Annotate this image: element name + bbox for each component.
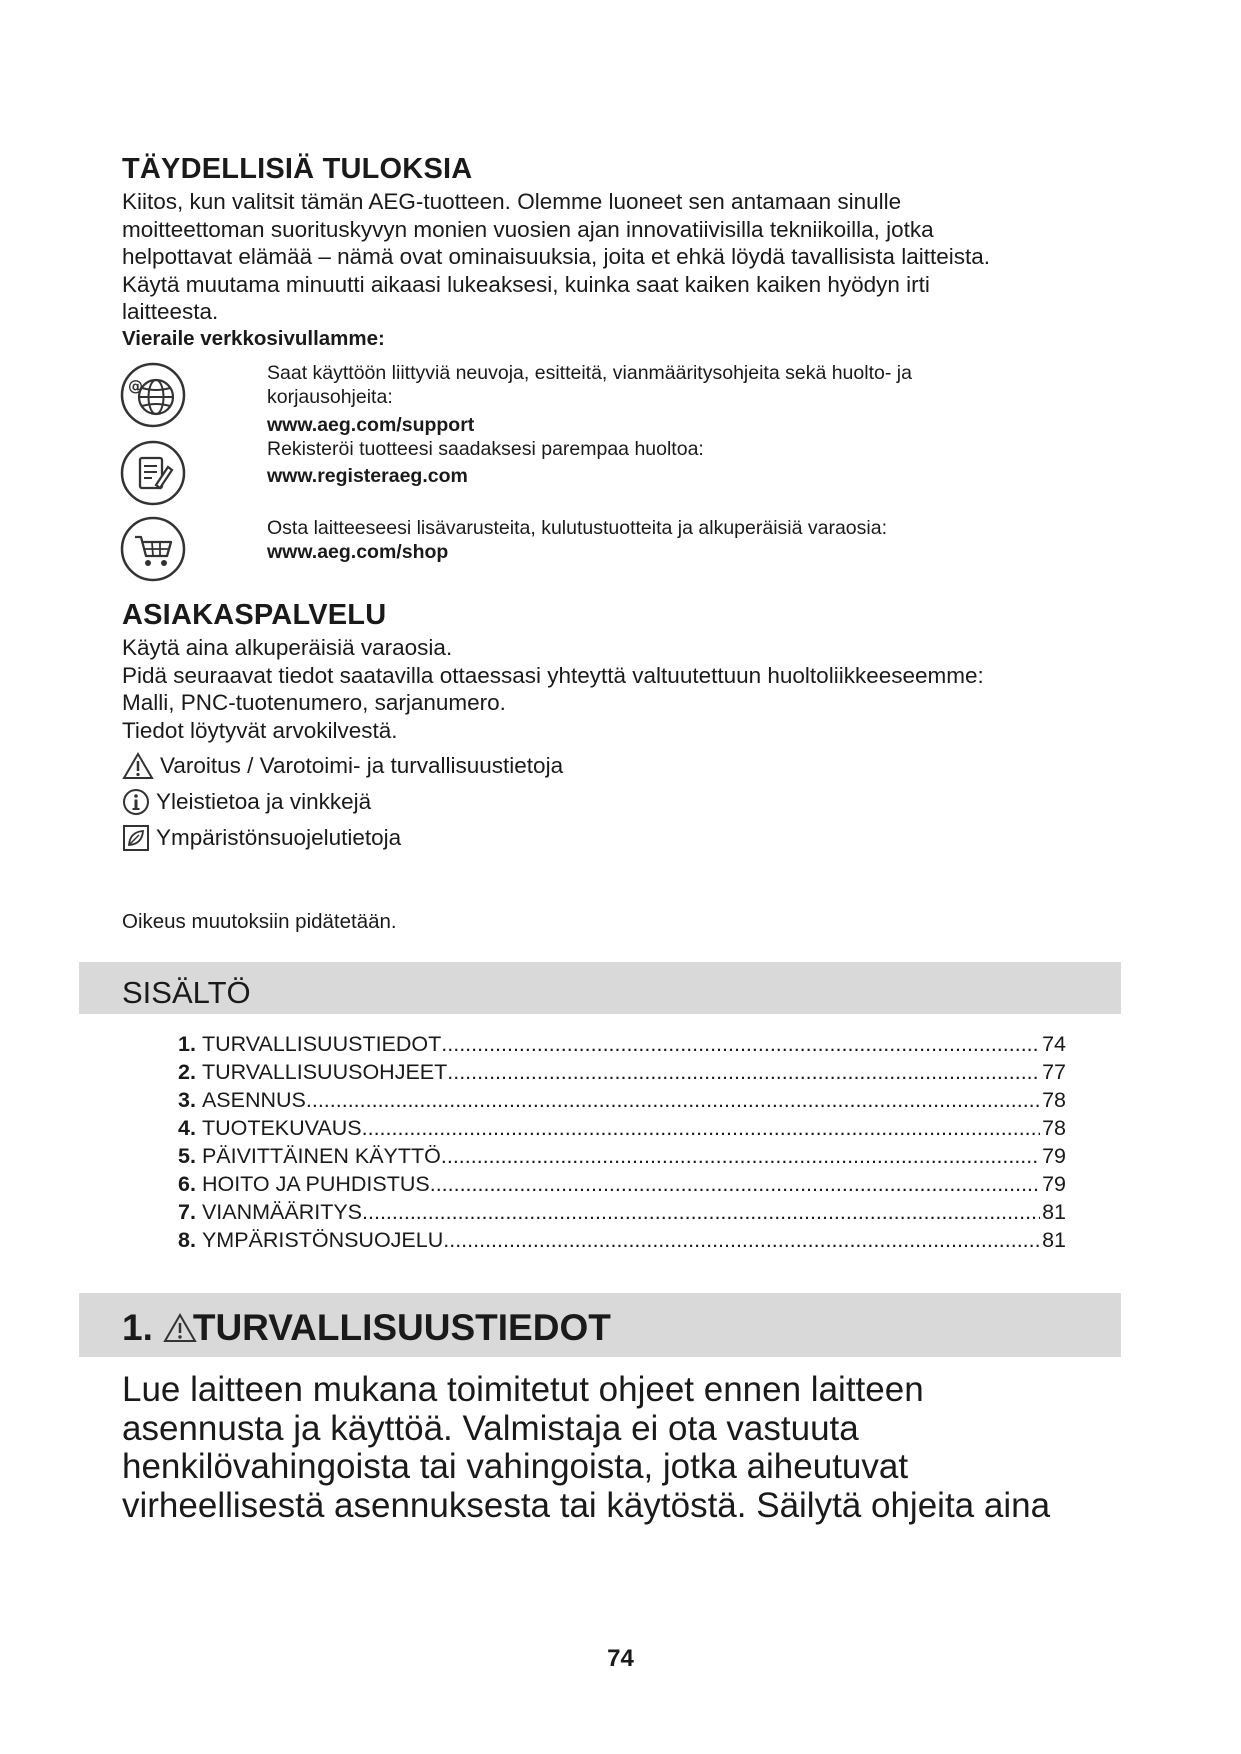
- toc-leader: [447, 1058, 1040, 1086]
- toc-item[interactable]: [178, 1030, 1066, 1058]
- toc-page: 81: [1042, 1200, 1066, 1224]
- toc-title: SISÄLTÖ: [122, 975, 251, 1010]
- safety-line: asennusta ja käyttöä. Valmistaja ei ota vastuuta: [122, 1408, 859, 1448]
- cart-icon: [120, 516, 186, 582]
- svg-text:@: @: [128, 377, 143, 395]
- toc-title-text: ASENNUS: [201, 1088, 306, 1112]
- toc-header-band: [79, 962, 1121, 1014]
- toc-leader: [443, 1226, 1040, 1254]
- visit-label: Vieraile verkkosivullamme:: [122, 327, 385, 350]
- register-link[interactable]: www.registeraeg.com: [267, 465, 468, 487]
- toc-page: 74: [1042, 1032, 1066, 1056]
- toc-num: 5.: [178, 1144, 196, 1168]
- web-text: Rekisteröi tuotteesi saadaksesi parempaa huoltoa:: [267, 438, 704, 460]
- toc-page: 79: [1042, 1172, 1066, 1196]
- toc-page: 78: [1042, 1116, 1066, 1140]
- safety-title: TURVALLISUUSTIEDOT: [192, 1307, 611, 1348]
- intro-line: Kiitos, kun valitsit tämän AEG-tuotteen. Olemme luoneet sen antamaan sinulle: [122, 189, 902, 214]
- toc-num: 8.: [178, 1228, 196, 1252]
- legend-warning: [122, 752, 563, 780]
- toc-page: 81: [1042, 1228, 1066, 1252]
- toc-title-text: TUOTEKUVAUS: [201, 1116, 362, 1140]
- toc-num: 3.: [178, 1088, 196, 1112]
- safety-line: henkilövahingoista tai vahingoista, jotka aiheutuvat: [122, 1447, 909, 1486]
- toc-page: 79: [1042, 1144, 1066, 1168]
- safety-line: virheellisestä asennuksesta tai käytöstä. Säilytä ohjeita aina: [122, 1485, 1051, 1525]
- safety-line: Lue laitteen mukana toimitetut ohjeet ennen laitteen: [122, 1370, 924, 1409]
- toc-num: 1.: [178, 1032, 196, 1056]
- toc-leader: [362, 1114, 1040, 1142]
- toc-leader: [441, 1030, 1040, 1058]
- toc-title-text: TURVALLISUUSTIEDOT: [201, 1032, 442, 1056]
- intro-line: moitteettoman suorituskyvyn monien vuosien ajan innovatiivisilla tekniikoilla, jotka: [122, 216, 934, 242]
- toc-item[interactable]: [178, 1226, 1066, 1254]
- service-line: Pidä seuraavat tiedot saatavilla ottaessasi yhteyttä valtuutettuun huoltoliikkeeseemme:: [122, 662, 984, 688]
- service-paragraph: [122, 634, 984, 744]
- legend-text: Yleistietoa ja vinkkejä: [156, 789, 372, 814]
- toc-title-text: YMPÄRISTÖNSUOJELU: [201, 1228, 444, 1252]
- toc-num: 7.: [178, 1200, 196, 1224]
- intro-paragraph: [122, 188, 990, 326]
- toc-title-text: PÄIVITTÄINEN KÄYTTÖ: [201, 1144, 441, 1168]
- toc-item[interactable]: [178, 1170, 1066, 1198]
- toc-item[interactable]: [178, 1086, 1066, 1114]
- shop-link[interactable]: www.aeg.com/shop: [267, 541, 449, 563]
- safety-number: 1.: [122, 1307, 153, 1348]
- intro-line: helpottavat elämää – nämä ovat ominaisuuksia, joita et ehkä löydä tavallisista laitteista.: [122, 244, 990, 269]
- safety-header-band: [79, 1293, 1121, 1357]
- toc-item[interactable]: [178, 1058, 1066, 1086]
- page-number: 74: [607, 1645, 634, 1672]
- web-text: Osta laitteeseesi lisävarusteita, kulutustuotteita ja alkuperäisiä varaosia:: [267, 517, 887, 539]
- toc-num: 6.: [178, 1172, 196, 1196]
- service-line: Malli, PNC-tuotenumero, sarjanumero.: [122, 690, 506, 715]
- service-line: Käytä aina alkuperäisiä varaosia.: [122, 635, 453, 660]
- warning-icon: [122, 752, 154, 780]
- info-icon: [122, 788, 150, 816]
- intro-line: laitteesta.: [122, 299, 219, 324]
- web-entry-shop: [267, 516, 1107, 564]
- web-entry-support: [267, 361, 1107, 488]
- leaf-icon: [122, 824, 150, 852]
- toc-item[interactable]: [178, 1142, 1066, 1170]
- legend-text: Ympäristönsuojelutietoja: [156, 825, 402, 850]
- toc-title-text: HOITO JA PUHDISTUS: [201, 1172, 430, 1196]
- toc-leader: [430, 1170, 1040, 1198]
- toc-title-text: TURVALLISUUSOHJEET: [201, 1060, 448, 1084]
- toc-leader: [441, 1142, 1040, 1170]
- service-line: Tiedot löytyvät arvokilvestä.: [122, 717, 398, 743]
- toc-num: 4.: [178, 1116, 196, 1140]
- legend-info: [122, 788, 371, 816]
- legend-text: Varoitus / Varotoimi- ja turvallisuustietoja: [160, 753, 564, 778]
- toc-item[interactable]: [178, 1114, 1066, 1142]
- legend-environment: [122, 824, 401, 852]
- toc-item[interactable]: [178, 1198, 1066, 1226]
- intro-line: Käytä muutama minuutti aikaasi lukeaksesi, kuinka saat kaiken kaiken hyödyn irti: [122, 271, 930, 297]
- intro-title: TÄYDELLISIÄ TULOKSIA: [122, 153, 473, 185]
- toc-page: 78: [1042, 1088, 1066, 1112]
- toc-leader: [362, 1198, 1040, 1226]
- safety-paragraph: [122, 1371, 1050, 1525]
- globe-icon: [120, 362, 186, 428]
- warning-icon: [163, 1313, 197, 1343]
- web-text: korjausohjeita:: [267, 386, 393, 408]
- web-text: Saat käyttöön liittyviä neuvoja, esitteitä, vianmääritysohjeita sekä huolto- ja: [267, 362, 912, 384]
- toc-num: 2.: [178, 1060, 196, 1084]
- toc-title-text: VIANMÄÄRITYS: [201, 1200, 363, 1224]
- toc-page: 77: [1042, 1060, 1066, 1084]
- safety-heading: [122, 1307, 611, 1349]
- service-title: ASIAKASPALVELU: [122, 599, 387, 631]
- register-icon: [120, 440, 186, 506]
- support-link[interactable]: www.aeg.com/support: [267, 414, 475, 436]
- change-notice: Oikeus muutoksiin pidätetään.: [122, 910, 397, 933]
- toc-leader: [306, 1086, 1040, 1114]
- toc-list: [178, 1030, 1066, 1254]
